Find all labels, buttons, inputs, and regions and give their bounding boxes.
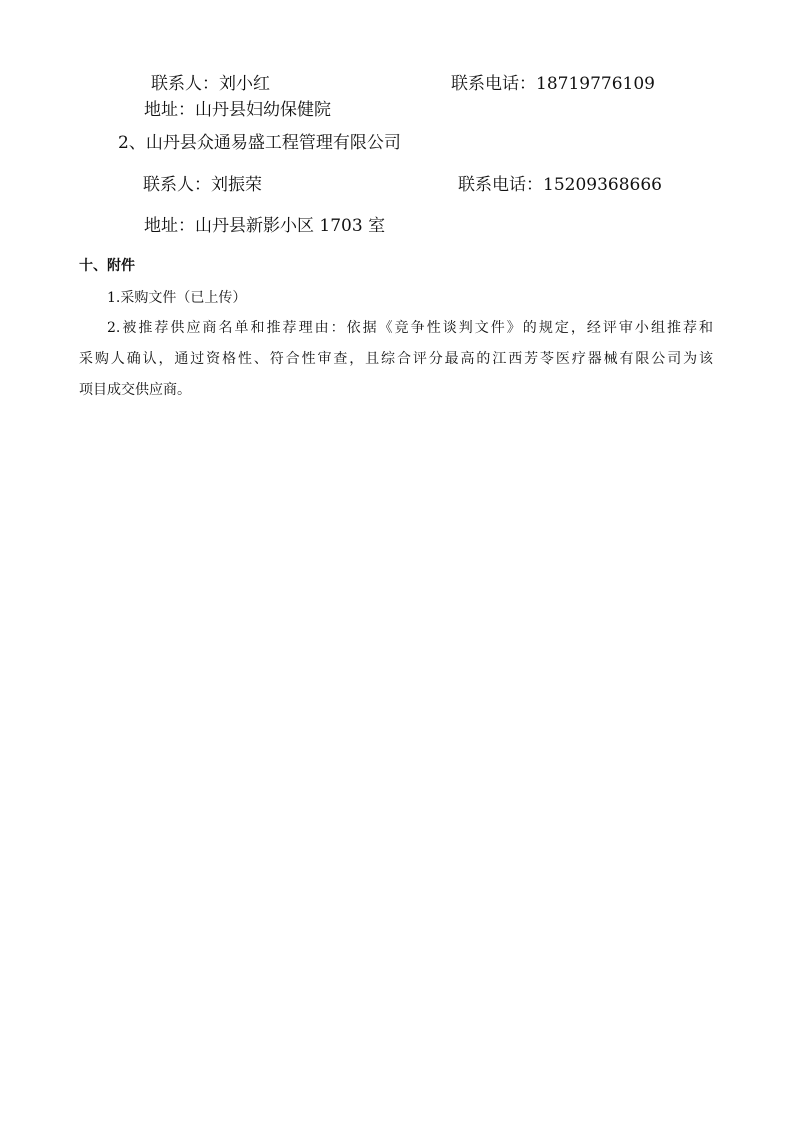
attachment-item-2-line-2: 采购人确认，通过资格性、符合性审查，且综合评分最高的江西芳苓医疗器械有限公司为该 bbox=[79, 351, 713, 367]
company2-title: 2、山丹县众通易盛工程管理有限公司 bbox=[118, 133, 401, 153]
attachment-item-2-line-3: 项目成交供应商。 bbox=[79, 382, 191, 398]
company2-phone: 联系电话：15209368666 bbox=[458, 175, 662, 195]
company2-address: 地址：山丹县新影小区 1703 室 bbox=[144, 216, 386, 236]
attachment-item-2-line-1: 2.被推荐供应商名单和推荐理由：依据《竞争性谈判文件》的规定，经评审小组推荐和 bbox=[107, 320, 713, 336]
contact1-phone: 联系电话：18719776109 bbox=[451, 74, 655, 94]
contact1-address: 地址：山丹县妇幼保健院 bbox=[144, 100, 331, 120]
company2-person: 联系人：刘振荣 bbox=[143, 175, 262, 195]
contact1-person: 联系人：刘小红 bbox=[151, 74, 270, 94]
attachment-item-1: 1.采购文件（已上传） bbox=[107, 290, 247, 306]
attachments-heading: 十、附件 bbox=[79, 258, 135, 274]
